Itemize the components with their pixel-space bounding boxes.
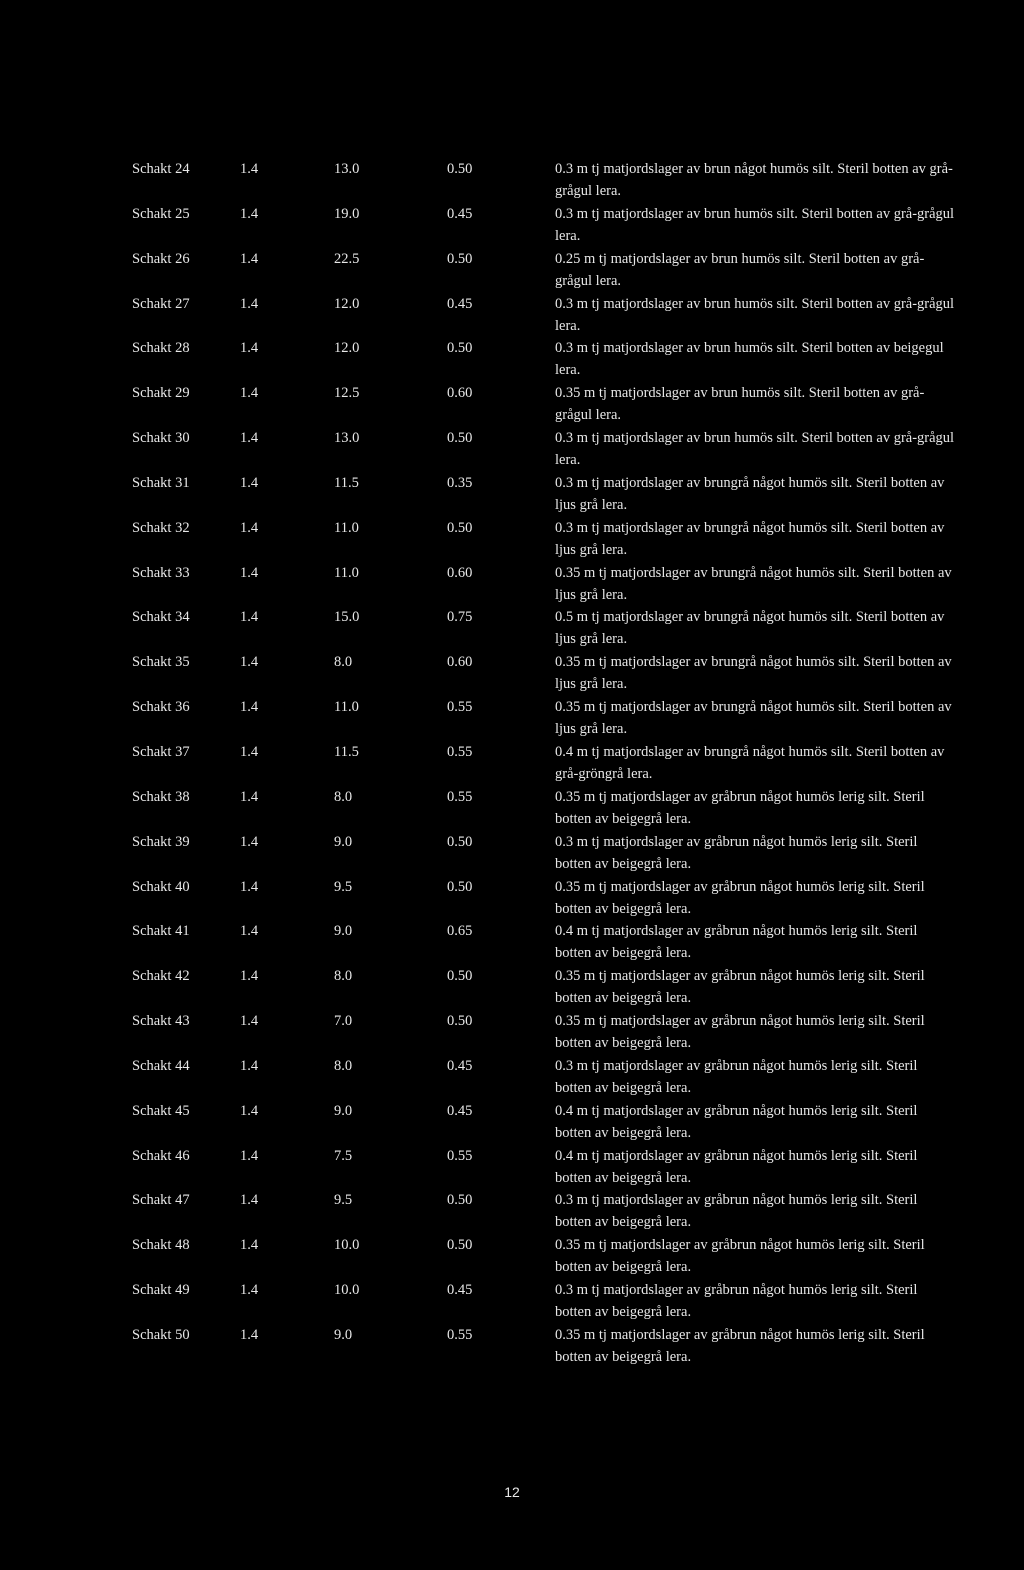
table-row (0, 1279, 1024, 1324)
trench-width: 1.4 (240, 1102, 259, 1119)
table-row (0, 1145, 1024, 1190)
table-row (0, 382, 1024, 427)
trench-length: 9.0 (334, 1326, 353, 1343)
trench-name: Schakt 31 (132, 474, 190, 491)
table-row (0, 1324, 1024, 1369)
trench-length: 11.0 (334, 519, 359, 536)
table-row (0, 203, 1024, 248)
trench-length: 9.0 (334, 833, 353, 850)
trench-description: 0.35 m tj matjordslager av brungrå något humös silt. Steril botten av ljus grå lera. (555, 564, 952, 603)
trench-length: 11.0 (334, 564, 359, 581)
trench-depth: 0.45 (447, 1102, 473, 1119)
trench-depth: 0.45 (447, 205, 473, 222)
trench-description: 0.3 m tj matjordslager av brun humös silt. Steril botten av grå-grågul lera. (555, 205, 955, 244)
table-row (0, 651, 1024, 696)
trench-depth: 0.45 (447, 1282, 473, 1299)
trench-length: 9.0 (334, 923, 353, 940)
trench-depth: 0.55 (447, 743, 473, 760)
table-row (0, 1055, 1024, 1100)
trench-width: 1.4 (240, 295, 259, 312)
trench-description: 0.3 m tj matjordslager av brun humös silt. Steril botten av grå-grågul lera. (555, 295, 955, 334)
trench-width: 1.4 (240, 564, 259, 581)
trench-depth: 0.60 (447, 654, 473, 671)
trench-description: 0.3 m tj matjordslager av brun humös silt. Steril botten av beigegul lera. (555, 340, 944, 379)
trench-description: 0.35 m tj matjordslager av gråbrun något humös lerig silt. Steril botten av beigegrå lera. (555, 878, 925, 917)
trench-description: 0.4 m tj matjordslager av gråbrun något humös lerig silt. Steril botten av beigegrå lera. (555, 1147, 918, 1186)
trench-depth: 0.50 (447, 968, 473, 985)
trench-description: 0.3 m tj matjordslager av brungrå något humös silt. Steril botten av ljus grå lera. (555, 474, 945, 513)
trench-description: 0.35 m tj matjordslager av gråbrun något humös lerig silt. Steril botten av beigegrå lera. (555, 968, 925, 1007)
trench-width: 1.4 (240, 385, 259, 402)
trench-depth: 0.65 (447, 923, 473, 940)
trench-length: 13.0 (334, 430, 360, 447)
trench-width: 1.4 (240, 430, 259, 447)
trench-length: 11.0 (334, 699, 359, 716)
table-row (0, 337, 1024, 382)
trench-name: Schakt 33 (132, 564, 190, 581)
trench-width: 1.4 (240, 1192, 259, 1209)
trench-name: Schakt 45 (132, 1102, 190, 1119)
trench-depth: 0.60 (447, 385, 473, 402)
trench-length: 9.5 (334, 1192, 353, 1209)
trench-depth: 0.50 (447, 1237, 473, 1254)
trench-name: Schakt 27 (132, 295, 190, 312)
trench-name: Schakt 38 (132, 788, 190, 805)
table-row (0, 965, 1024, 1010)
trench-length: 8.0 (334, 968, 353, 985)
trench-depth: 0.50 (447, 1013, 473, 1030)
trench-name: Schakt 25 (132, 205, 190, 222)
trench-name: Schakt 30 (132, 430, 190, 447)
table-row (0, 158, 1024, 203)
trench-width: 1.4 (240, 161, 259, 177)
trench-description: 0.35 m tj matjordslager av gråbrun något humös lerig silt. Steril botten av beigegrå lera. (555, 788, 925, 827)
trench-width: 1.4 (240, 1282, 259, 1299)
trench-depth: 0.55 (447, 1147, 473, 1164)
trench-depth: 0.50 (447, 430, 473, 447)
table-row (0, 248, 1024, 293)
trench-name: Schakt 29 (132, 385, 190, 402)
trench-length: 9.0 (334, 1102, 353, 1119)
trench-description: 0.3 m tj matjordslager av brun något humös silt. Steril botten av grå-grågul lera. (555, 161, 953, 199)
trench-description: 0.35 m tj matjordslager av brungrå något humös silt. Steril botten av ljus grå lera. (555, 699, 952, 738)
trench-length: 11.5 (334, 474, 359, 491)
trench-length: 12.5 (334, 385, 360, 402)
page-number: 12 (504, 1484, 520, 1500)
trench-description: 0.3 m tj matjordslager av gråbrun något humös lerig silt. Steril botten av beigegrå lera. (555, 1057, 918, 1096)
table-row (0, 427, 1024, 472)
trench-length: 12.0 (334, 340, 360, 357)
trench-length: 15.0 (334, 609, 360, 626)
trench-name: Schakt 41 (132, 923, 190, 940)
trench-width: 1.4 (240, 833, 259, 850)
trench-width: 1.4 (240, 474, 259, 491)
table-row (0, 696, 1024, 741)
trench-width: 1.4 (240, 1057, 259, 1074)
trench-description: 0.25 m tj matjordslager av brun humös silt. Steril botten av grå-grågul lera. (555, 250, 925, 289)
table-row (0, 472, 1024, 517)
trench-length: 7.0 (334, 1013, 353, 1030)
trench-name: Schakt 39 (132, 833, 190, 850)
trench-description: 0.3 m tj matjordslager av gråbrun något humös lerig silt. Steril botten av beigegrå lera. (555, 833, 918, 872)
trench-name: Schakt 47 (132, 1192, 190, 1209)
trench-name: Schakt 32 (132, 519, 190, 536)
trench-depth: 0.55 (447, 788, 473, 805)
trench-description: 0.3 m tj matjordslager av gråbrun något humös lerig silt. Steril botten av beigegrå lera. (555, 1192, 918, 1231)
trench-depth: 0.45 (447, 295, 473, 312)
trench-name: Schakt 42 (132, 968, 190, 985)
trench-depth: 0.55 (447, 699, 473, 716)
trench-depth: 0.55 (447, 1326, 473, 1343)
trench-name: Schakt 49 (132, 1282, 190, 1299)
trench-length: 8.0 (334, 788, 353, 805)
trench-name: Schakt 46 (132, 1147, 190, 1164)
table-row (0, 1010, 1024, 1055)
trench-name: Schakt 26 (132, 250, 190, 267)
trench-depth: 0.50 (447, 161, 473, 177)
trench-length: 12.0 (334, 295, 360, 312)
table-row (0, 606, 1024, 651)
trench-width: 1.4 (240, 743, 259, 760)
trench-width: 1.4 (240, 654, 259, 671)
trench-name: Schakt 28 (132, 340, 190, 357)
trench-name: Schakt 50 (132, 1326, 190, 1343)
trench-width: 1.4 (240, 519, 259, 536)
trench-description: 0.4 m tj matjordslager av brungrå något humös silt. Steril botten av grå-gröngrå lera. (555, 743, 945, 782)
trench-table (0, 158, 1024, 1369)
trench-name: Schakt 44 (132, 1057, 190, 1074)
trench-name: Schakt 40 (132, 878, 190, 895)
trench-depth: 0.50 (447, 340, 473, 357)
trench-description: 0.35 m tj matjordslager av brun humös silt. Steril botten av grå-grågul lera. (555, 385, 925, 424)
trench-width: 1.4 (240, 250, 259, 267)
trench-width: 1.4 (240, 1326, 259, 1343)
trench-length: 11.5 (334, 743, 359, 760)
trench-description: 0.3 m tj matjordslager av brungrå något humös silt. Steril botten av ljus grå lera. (555, 519, 945, 558)
trench-name: Schakt 34 (132, 609, 190, 626)
trench-depth: 0.50 (447, 250, 473, 267)
trench-name: Schakt 24 (132, 161, 190, 177)
trench-description: 0.35 m tj matjordslager av gråbrun något humös lerig silt. Steril botten av beigegrå lera. (555, 1237, 925, 1276)
trench-length: 8.0 (334, 1057, 353, 1074)
trench-depth: 0.50 (447, 878, 473, 895)
trench-description: 0.35 m tj matjordslager av brungrå något humös silt. Steril botten av ljus grå lera. (555, 654, 952, 693)
trench-depth: 0.45 (447, 1057, 473, 1074)
trench-description: 0.3 m tj matjordslager av gråbrun något humös lerig silt. Steril botten av beigegrå lera. (555, 1282, 918, 1321)
trench-length: 10.0 (334, 1282, 360, 1299)
trench-name: Schakt 36 (132, 699, 190, 716)
table-row (0, 517, 1024, 562)
table-row (0, 562, 1024, 607)
trench-name: Schakt 48 (132, 1237, 190, 1254)
trench-description: 0.4 m tj matjordslager av gråbrun något humös lerig silt. Steril botten av beigegrå lera. (555, 1102, 918, 1141)
table-row (0, 920, 1024, 965)
trench-width: 1.4 (240, 340, 259, 357)
trench-width: 1.4 (240, 609, 259, 626)
trench-length: 8.0 (334, 654, 353, 671)
trench-width: 1.4 (240, 788, 259, 805)
trench-width: 1.4 (240, 923, 259, 940)
trench-width: 1.4 (240, 699, 259, 716)
trench-length: 22.5 (334, 250, 360, 267)
trench-name: Schakt 37 (132, 743, 190, 760)
trench-width: 1.4 (240, 1237, 259, 1254)
trench-length: 10.0 (334, 1237, 360, 1254)
trench-length: 9.5 (334, 878, 353, 895)
trench-description: 0.35 m tj matjordslager av gråbrun något humös lerig silt. Steril botten av beigegrå lera. (555, 1326, 925, 1365)
trench-depth: 0.50 (447, 1192, 473, 1209)
table-row (0, 1100, 1024, 1145)
trench-depth: 0.60 (447, 564, 473, 581)
table-row (0, 786, 1024, 831)
trench-description: 0.3 m tj matjordslager av brun humös silt. Steril botten av grå-grågul lera. (555, 430, 955, 469)
trench-length: 7.5 (334, 1147, 353, 1164)
trench-length: 19.0 (334, 205, 360, 222)
trench-description: 0.4 m tj matjordslager av gråbrun något humös lerig silt. Steril botten av beigegrå lera. (555, 923, 918, 962)
trench-depth: 0.75 (447, 609, 473, 626)
trench-width: 1.4 (240, 205, 259, 222)
trench-width: 1.4 (240, 1147, 259, 1164)
trench-name: Schakt 43 (132, 1013, 190, 1030)
table-row (0, 741, 1024, 786)
table-row (0, 831, 1024, 876)
trench-depth: 0.50 (447, 519, 473, 536)
trench-width: 1.4 (240, 1013, 259, 1030)
trench-name: Schakt 35 (132, 654, 190, 671)
trench-width: 1.4 (240, 878, 259, 895)
table-row (0, 1234, 1024, 1279)
trench-depth: 0.35 (447, 474, 473, 491)
trench-description: 0.35 m tj matjordslager av gråbrun något humös lerig silt. Steril botten av beigegrå lera. (555, 1013, 925, 1052)
table-row (0, 876, 1024, 921)
trench-width: 1.4 (240, 968, 259, 985)
table-row (0, 1189, 1024, 1234)
trench-depth: 0.50 (447, 833, 473, 850)
trench-description: 0.5 m tj matjordslager av brungrå något humös silt. Steril botten av ljus grå lera. (555, 609, 945, 648)
table-row (0, 293, 1024, 338)
trench-length: 13.0 (334, 161, 360, 177)
